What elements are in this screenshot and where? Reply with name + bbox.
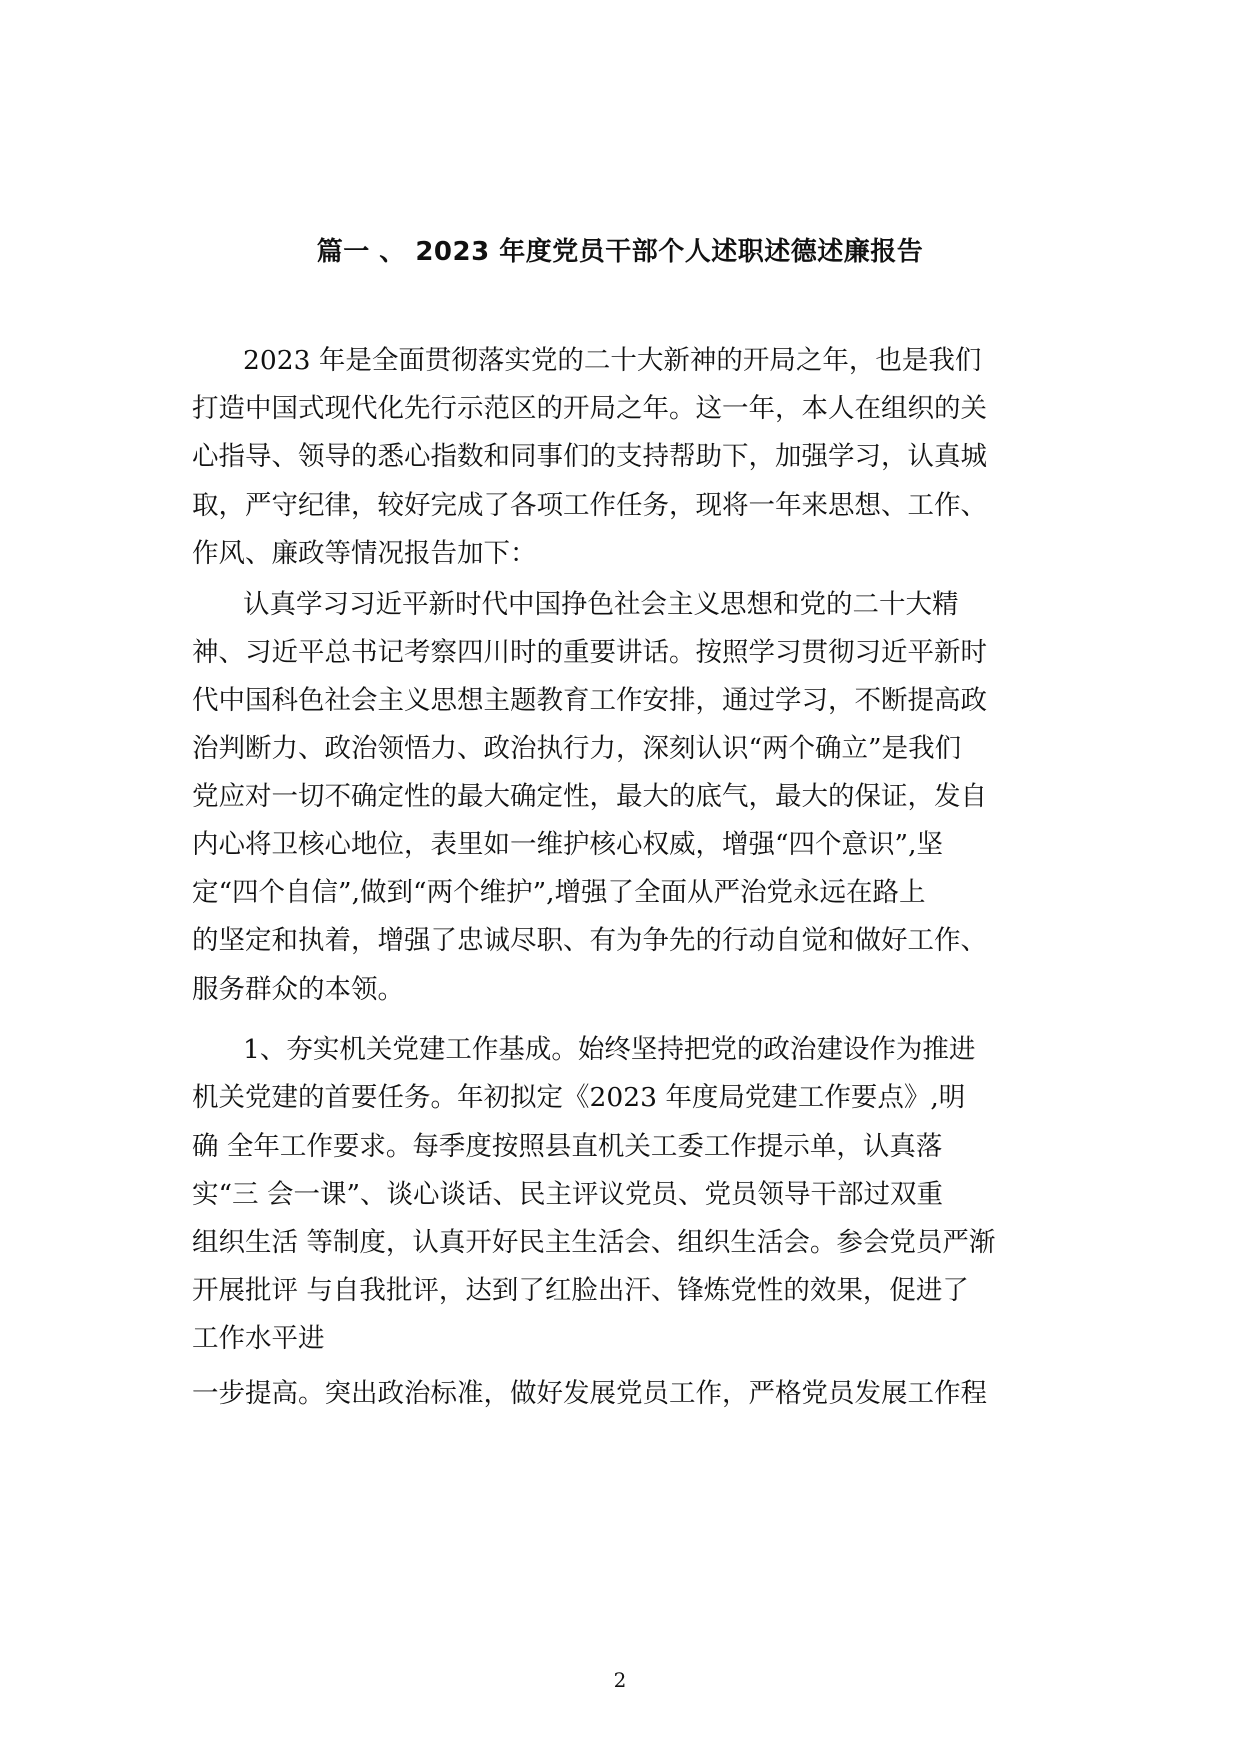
paragraph-line: 2023 年是全面贯彻落实党的二十大新神的开局之年，也是我们 [243, 345, 982, 376]
paragraph-line: 认真学习习近平新时代中国挣色社会主义思想和党的二十大精 [243, 589, 959, 620]
paragraph-line: 的坚定和执着，增强了忠诚尽职、有为争先的行动自觉和做好工作、 [192, 925, 987, 956]
paragraph-line: 开展批评 与自我批评，达到了红脸出汗、锋炼党性的效果，促进了 [192, 1275, 969, 1306]
paragraph-line: 工作水平进 [192, 1323, 325, 1354]
paragraph-line: 内心将卫核心地位，表里如一维护核心权威，增强“四个意识”,坚 [192, 829, 944, 860]
paragraph-line: 组织生活 等制度，认真开好民主生活会、组织生活会。参会党员严渐 [192, 1227, 996, 1258]
paragraph-line: 服务群众的本领。 [192, 974, 404, 1005]
paragraph-line: 机关党建的首要任务。年初拟定《2023 年度局党建工作要点》,明 [192, 1082, 966, 1113]
paragraph-line: 心指导、领导的悉心指数和同事们的支持帮助下，加强学习，认真城 [192, 441, 987, 472]
page-number: 2 [613, 1668, 627, 1692]
paragraph-line: 1、夯实机关党建工作基成。始终坚持把党的政治建设作为推进 [243, 1034, 976, 1065]
paragraph-line: 取，严守纪律，较好完成了各项工作任务，现将一年来思想、工作、 [192, 490, 987, 521]
paragraph-line: 打造中国式现代化先行示范区的开局之年。这一年，本人在组织的关 [192, 393, 987, 424]
paragraph-line: 一步提高。突出政治标准，做好发展党员工作，严格党员发展工作程 [192, 1378, 987, 1409]
paragraph-line: 确 全年工作要求。每季度按照县直机关工委工作提示单，认真落 [192, 1131, 943, 1162]
paragraph-line: 党应对一切不确定性的最大确定性，最大的底气，最大的保证，发自 [192, 781, 987, 812]
paragraph-line: 代中国科色社会主义思想主题教育工作安排，通过学习，不断提高政 [192, 685, 987, 716]
paragraph-line: 治判断力、政治领悟力、政治执行力，深刻认识“两个确立”是我们 [192, 733, 962, 764]
paragraph-line: 定“四个自信”,做到“两个维护”,增强了全面从严治党永远在路上 [192, 877, 926, 908]
paragraph-line: 神、习近平总书记考察四川时的重要讲话。按照学习贯彻习近平新时 [192, 637, 987, 668]
paragraph-line: 实“三 会一课”、谈心谈话、民主评议党员、党员领导干部过双重 [192, 1179, 944, 1210]
document-title: 篇一 、 2023 年度党员干部个人述职述德述廉报告 [316, 237, 924, 267]
paragraph-line: 作风、廉政等情况报告加下： [192, 538, 537, 569]
